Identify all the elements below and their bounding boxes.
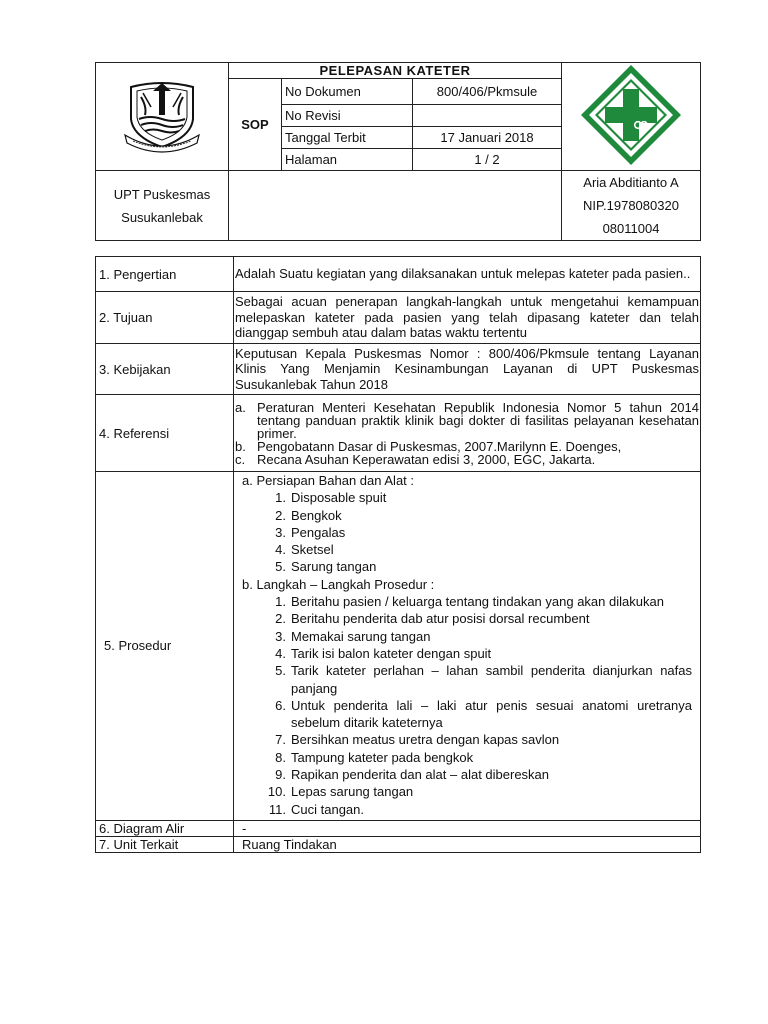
prosedur-content: [234, 472, 701, 821]
unit-terkait-label: 7. Unit Terkait: [96, 836, 234, 852]
row-pengertian: [96, 257, 701, 292]
item-number: 3.: [275, 524, 286, 540]
sop-content-table: [95, 256, 701, 853]
item-number: 3.: [275, 628, 286, 644]
item-text: Pengalas: [291, 524, 346, 540]
item-number: 5.: [275, 663, 286, 679]
item-text: Rapikan penderita dan alat – alat dibereskan: [291, 767, 550, 783]
list-item: [260, 489, 692, 506]
item-text: Bengkok: [291, 507, 342, 523]
list-item: [260, 558, 692, 575]
tanggal-terbit-label: Tanggal Terbit: [282, 127, 413, 149]
referensi-mark: b.: [235, 438, 246, 454]
referensi-item: [235, 440, 699, 453]
row-diagram-alir: [96, 820, 701, 836]
signatory-nip-1: NIP.1978080320: [583, 198, 679, 213]
row-kebijakan: [96, 344, 701, 395]
list-item: [260, 801, 692, 818]
diagram-alir-label: 6. Diagram Alir: [96, 820, 234, 836]
item-text: Untuk penderita lali – laki atur penis sesuai anatomi uretranya sebelum ditarik kateternya: [291, 697, 692, 731]
list-item: [260, 610, 692, 627]
item-number: 11.: [268, 801, 286, 817]
item-text: Lepas sarung tangan: [291, 784, 414, 800]
referensi-text: Peraturan Menteri Kesehatan Republik Indonesia Nomor 5 tahun 2014 tentang panduan praktik klinik bagi dokter di fasilitas pelayanan kesehatan primer.: [257, 399, 699, 441]
row-prosedur: [96, 472, 701, 821]
list-item: [260, 697, 692, 732]
list-item: [260, 507, 692, 524]
referensi-item: [235, 401, 699, 440]
list-item: [260, 524, 692, 541]
row-unit-terkait: [96, 836, 701, 852]
list-item: [260, 662, 692, 697]
signatory-nip-2: 08011004: [602, 221, 660, 236]
item-number: 7.: [275, 732, 286, 748]
halaman-label: Halaman: [282, 149, 413, 171]
langkah-list: [242, 593, 692, 818]
list-item: [260, 628, 692, 645]
item-text: Tampung kateter pada bengkok: [291, 749, 474, 765]
list-item: [260, 766, 692, 783]
item-number: 1.: [275, 594, 286, 610]
referensi-text: Pengobatann Dasar di Puskesmas, 2007.Marilynn E. Doenges,: [257, 438, 622, 454]
item-text: Sketsel: [291, 542, 334, 558]
prosedur-part-b: b. Langkah – Langkah Prosedur :: [242, 576, 435, 592]
pengertian-label: 1. Pengertian: [96, 257, 234, 292]
kebijakan-text: Keputusan Kepala Puskesmas Nomor : 800/406/Pkmsule tentang Layanan Klinis Yang Menjamin Kesinambungan Layanan di UPT Puskesmas Susukanlebak Tahun 2018: [234, 344, 701, 395]
item-text: Beritahu pasien / keluarga tentang tindakan yang akan dilakukan: [291, 594, 664, 610]
item-number: 2.: [275, 611, 286, 627]
upt-line-2: Susukanlebak: [121, 209, 203, 225]
bahan-list: [242, 489, 692, 575]
halaman-value: 1 / 2: [413, 149, 562, 171]
referensi-label: 4. Referensi: [96, 395, 234, 472]
row-referensi: [96, 395, 701, 472]
list-item: [260, 783, 692, 800]
item-number: 2.: [275, 507, 286, 523]
referensi-text: Recana Asuhan Keperawatan edisi 3, 2000, EGC, Jakarta.: [257, 451, 596, 467]
no-dokumen-value: 800/406/Pkmsule: [413, 79, 562, 105]
referensi-mark: c.: [235, 451, 246, 467]
list-item: [260, 731, 692, 748]
diagram-alir-value: -: [234, 820, 701, 836]
referensi-item: [235, 453, 699, 466]
row-tujuan: [96, 292, 701, 344]
right-logo-cell: [562, 63, 701, 171]
signatory-name: Aria Abditianto A: [583, 175, 679, 190]
item-number: 4.: [275, 542, 286, 558]
kebijakan-label: 3. Kebijakan: [96, 344, 234, 395]
unit-terkait-value: Ruang Tindakan: [234, 836, 701, 852]
organization-name: [96, 171, 229, 241]
item-number: 1.: [275, 490, 286, 506]
left-logo-cell: [96, 63, 229, 171]
item-text: Beritahu penderita dab atur posisi dorsal recumbent: [291, 611, 590, 627]
item-number: 4.: [275, 645, 286, 661]
tujuan-text: Sebagai acuan penerapan langkah-langkah untuk mengetahui kemampuan melepaskan kateter pada pasien yang telah dipasang kateter dan telah dianggap sembuh atau dalam batas waktu tertentu: [234, 292, 701, 344]
tujuan-label: 2. Tujuan: [96, 292, 234, 344]
list-item: [260, 593, 692, 610]
regency-coat-of-arms-icon: [123, 77, 201, 153]
no-dokumen-label: No Dokumen: [282, 79, 413, 105]
prosedur-label: 5. Prosedur: [96, 472, 234, 821]
referensi-mark: a.: [235, 399, 246, 415]
item-number: 5.: [275, 559, 286, 575]
item-number: 9.: [275, 767, 286, 783]
item-number: 10.: [267, 784, 286, 800]
item-text: Memakai sarung tangan: [291, 628, 431, 644]
prosedur-part-a: a. Persiapan Bahan dan Alat :: [242, 473, 415, 488]
item-text: Disposable spuit: [291, 490, 387, 506]
sop-label: SOP: [229, 79, 282, 171]
signatory: [562, 171, 701, 241]
item-number: 6.: [275, 697, 286, 713]
list-item: [260, 749, 692, 766]
item-text: Tarik kateter perlahan – lahan sambil penderita dianjurkan nafas panjang: [291, 663, 692, 696]
no-revisi-label: No Revisi: [282, 105, 413, 127]
list-item: [260, 645, 692, 662]
tanggal-terbit-value: 17 Januari 2018: [413, 127, 562, 149]
item-number: 8.: [275, 749, 286, 765]
item-text: Sarung tangan: [291, 559, 377, 575]
item-text: Cuci tangan.: [291, 801, 364, 817]
referensi-list: [234, 395, 701, 472]
header-table: [95, 62, 701, 241]
item-text: Bersihkan meatus uretra dengan kapas savlon: [291, 732, 560, 748]
upt-line-1: UPT Puskesmas: [113, 186, 211, 202]
no-revisi-value: [413, 105, 562, 127]
pengertian-text: Adalah Suatu kegiatan yang dilaksanakan untuk melepas kateter pada pasien..: [234, 257, 701, 292]
list-item: [260, 541, 692, 558]
document-title: PELEPASAN KATETER: [229, 63, 562, 79]
blank-cell: [229, 171, 562, 241]
puskesmas-logo-icon: [579, 63, 683, 167]
item-text: Tarik isi balon kateter dengan spuit: [291, 645, 492, 661]
